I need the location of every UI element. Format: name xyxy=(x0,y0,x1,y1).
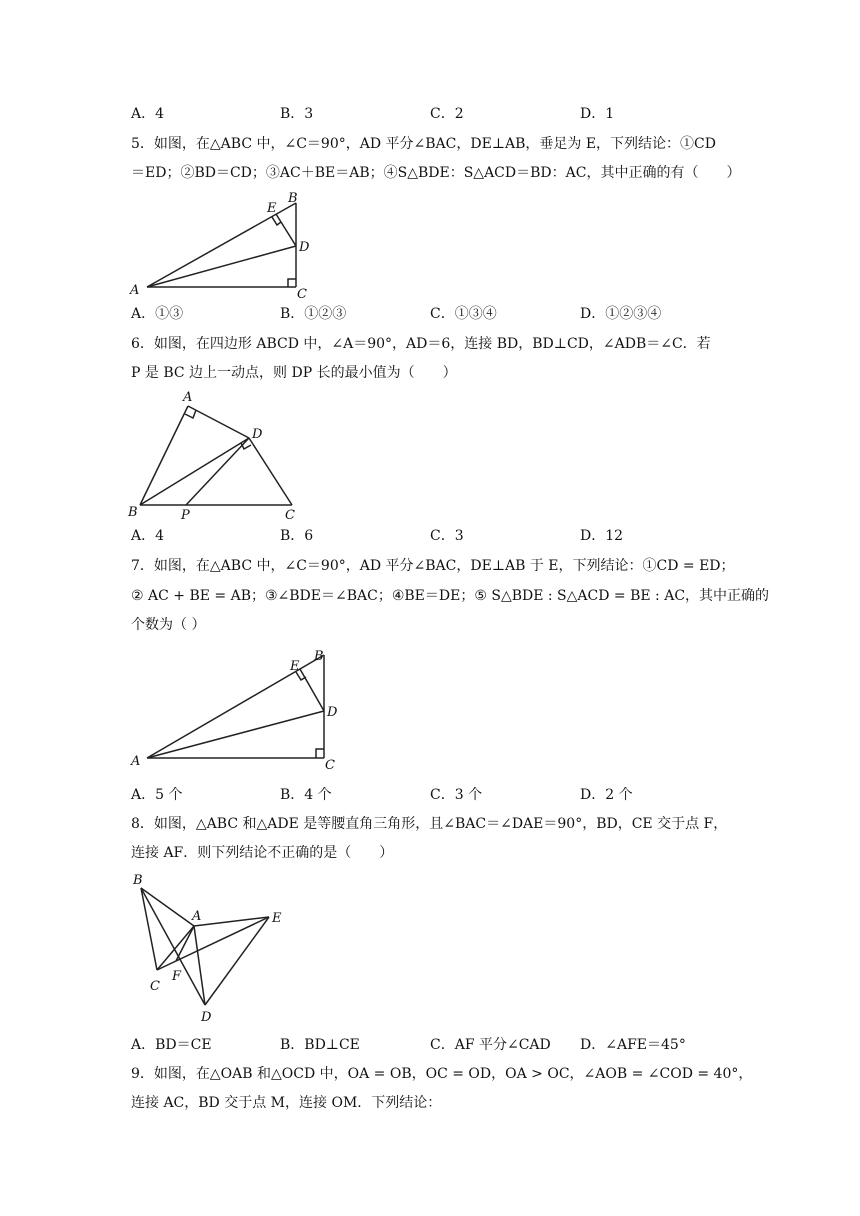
q5-option-a: A．①③ xyxy=(131,306,184,322)
q8-label-b: B xyxy=(133,873,143,888)
q6-stem-line2: P 是 BC 边上一动点，则 DP 长的最小值为（ ） xyxy=(131,365,457,381)
q8-label-d: D xyxy=(201,1010,212,1025)
q8-option-c: C．AF 平分∠CAD xyxy=(430,1037,551,1053)
q5-label-d: D xyxy=(299,240,310,255)
q6-label-c: C xyxy=(285,508,295,523)
q7-option-b: B．4 个 xyxy=(280,787,332,803)
q5-label-c: C xyxy=(297,287,307,302)
q8-option-d: D．∠AFE＝45° xyxy=(580,1037,686,1053)
q6-option-a: A．4 xyxy=(131,528,165,544)
q7-option-d: D．2 个 xyxy=(580,787,633,803)
q9-stem-line2: 连接 AC，BD 交于点 M，连接 OM．下列结论： xyxy=(131,1095,442,1111)
q7-option-a: A．5 个 xyxy=(131,787,183,803)
q4-option-b: B．3 xyxy=(280,106,314,122)
q8-label-e: E xyxy=(272,911,282,926)
q4-option-c: C．2 xyxy=(430,106,464,122)
q6-label-d: D xyxy=(252,427,263,442)
q7-stem-line3: 个数为（ ） xyxy=(131,617,206,633)
q6-label-a: A xyxy=(183,390,193,405)
q7-option-c: C．3 个 xyxy=(430,787,483,803)
q8-option-b: B．BD⊥CE xyxy=(280,1037,360,1053)
q6-label-p: P xyxy=(181,508,190,523)
q5-option-b: B．①②③ xyxy=(280,306,347,322)
q5-label-a: A xyxy=(130,283,140,298)
q4-option-a: A．4 xyxy=(131,106,165,122)
q6-label-b: B xyxy=(128,505,138,520)
q8-option-a: A．BD＝CE xyxy=(131,1037,212,1053)
q7-label-d: D xyxy=(327,705,338,720)
q5-option-d: D．①②③④ xyxy=(580,306,662,322)
q5-option-c: C．①③④ xyxy=(430,306,497,322)
q7-stem-line1: 7．如图，在△ABC 中，∠C＝90°，AD 平分∠BAC，DE⊥AB 于 E，下列结论：①CD = ED； xyxy=(131,558,735,574)
q5-label-e: E xyxy=(267,201,277,216)
q6-option-c: C．3 xyxy=(430,528,464,544)
q7-label-c: C xyxy=(325,758,335,773)
q4-option-d: D．1 xyxy=(580,106,615,122)
q8-label-a: A xyxy=(192,909,202,924)
q8-stem-line2: 连接 AF．则下列结论不正确的是（ ） xyxy=(131,845,394,861)
q5-stem-line1: 5．如图，在△ABC 中，∠C＝90°，AD 平分∠BAC，DE⊥AB，垂足为 E，下列结论：①CD xyxy=(131,136,716,152)
q7-label-b: B xyxy=(314,649,324,664)
q9-stem-line1: 9．如图，在△OAB 和△OCD 中，OA = OB，OC = OD，OA > OC，∠AOB = ∠COD = 40°， xyxy=(131,1066,753,1082)
q8-label-c: C xyxy=(150,979,160,994)
q8-stem-line1: 8．如图，△ABC 和△ADE 是等腰直角三角形，且∠BAC＝∠DAE＝90°，BD，CE 交于点 F， xyxy=(131,816,728,832)
q7-triangle-figure xyxy=(128,645,358,775)
q7-label-a: A xyxy=(131,754,141,769)
q6-quadrilateral-figure xyxy=(125,388,315,523)
q5-stem-line2: ＝ED；②BD＝CD；③AC＋BE＝AB；④S△BDE：S△ACD＝BD：AC，其中正确的有（ ） xyxy=(131,165,741,181)
q7-label-e: E xyxy=(290,659,300,674)
q8-label-f: F xyxy=(172,969,182,984)
q5-triangle-figure xyxy=(125,188,325,302)
q8-triangles-figure xyxy=(125,870,295,1030)
q6-option-d: D．12 xyxy=(580,528,624,544)
q5-label-b: B xyxy=(288,191,298,206)
q6-stem-line1: 6．如图，在四边形 ABCD 中，∠A＝90°，AD＝6，连接 BD，BD⊥CD，∠ADB＝∠C．若 xyxy=(131,336,711,352)
q7-stem-line2: ② AC + BE = AB；③∠BDE＝∠BAC；④BE＝DE；⑤ S△BDE : S△ACD = BE : AC，其中正确的 xyxy=(131,588,770,604)
q6-option-b: B．6 xyxy=(280,528,314,544)
